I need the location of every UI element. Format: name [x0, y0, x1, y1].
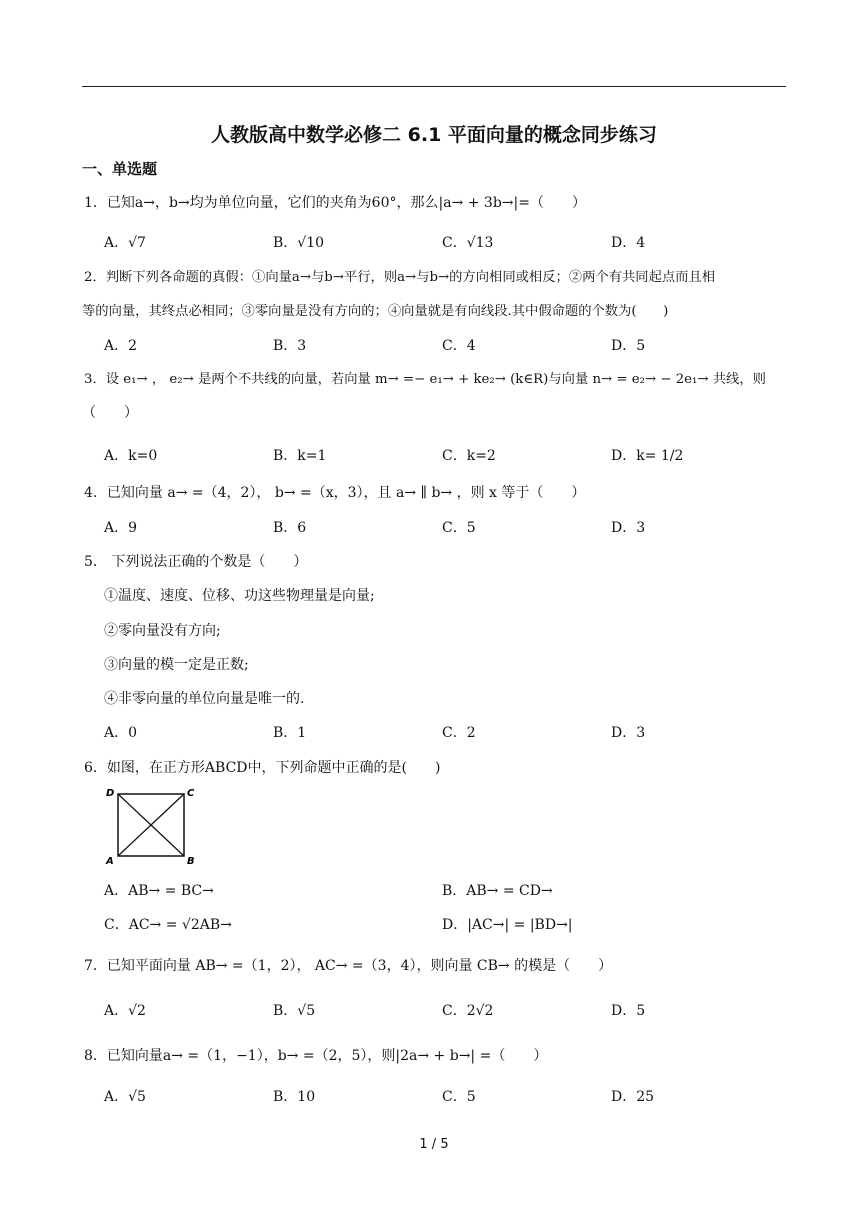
- question-3-stem-line1: 3．设 e₁→ ， e₂→ 是两个不共线的向量，若向量 m→ =− e₁→ + ke₂→ (k∈R)与向量 n→ = e₂→ − 2e₁→ 共线，则: [84, 372, 766, 387]
- page-number: 1 / 5: [419, 1137, 449, 1152]
- question-8-option-b: B．10: [273, 1089, 316, 1105]
- question-3-option-d: D．k= 1/2: [611, 448, 684, 464]
- question-8-stem: 8．已知向量a→ =（1，−1），b→ =（2，5），则|2a→ + b→| =（ ）: [84, 1048, 548, 1064]
- question-8-option-a: A．√5: [104, 1089, 146, 1105]
- square-abcd-figure: [104, 788, 200, 868]
- question-5-statement-1: ①温度、速度、位移、功这些物理量是向量;: [104, 588, 375, 604]
- question-1-option-b: B．√10: [273, 235, 325, 251]
- question-2-option-b: B．3: [273, 338, 307, 354]
- question-5-statement-2: ②零向量没有方向;: [104, 623, 221, 639]
- question-8-option-d: D．25: [611, 1089, 655, 1105]
- question-5-statement-3: ③向量的模一定是正数;: [104, 657, 249, 673]
- question-4-option-d: D．3: [611, 520, 646, 536]
- question-4-stem: 4．已知向量 a→ =（4，2）， b→ =（x，3），且 a→ ∥ b→ ，则 x 等于（ ）: [84, 485, 586, 501]
- question-1-option-c: C．√13: [442, 235, 494, 251]
- question-6-option-c: C．AC→ = √2AB→: [104, 917, 232, 933]
- question-1-stem: 1．已知a→，b→均为单位向量，它们的夹角为60°，那么|a→ + 3b→|=（ ）: [84, 195, 586, 211]
- question-5-option-d: D．3: [611, 725, 646, 741]
- question-6-option-b: B．AB→ = CD→: [442, 883, 553, 899]
- question-1-option-d: D．4: [611, 235, 646, 251]
- question-7-stem: 7．已知平面向量 AB→ =（1，2）， AC→ =（3，4），则向量 CB→ 的模是（ ）: [84, 958, 613, 974]
- question-5-option-c: C．2: [442, 725, 476, 741]
- question-5-option-a: A．0: [104, 725, 138, 741]
- question-4-option-b: B．6: [273, 520, 307, 536]
- question-7-option-c: C．2√2: [442, 1003, 494, 1019]
- question-5-option-b: B．1: [273, 725, 307, 741]
- question-8-option-c: C．5: [442, 1089, 476, 1105]
- vertex-label-a: A: [106, 856, 114, 867]
- question-7-option-d: D．5: [611, 1003, 646, 1019]
- vertex-label-c: C: [187, 788, 195, 799]
- question-2-option-c: C．4: [442, 338, 476, 354]
- question-3-option-c: C．k=2: [442, 448, 496, 464]
- question-7-option-b: B．√5: [273, 1003, 316, 1019]
- question-6-option-d: D．|AC→| = |BD→|: [442, 917, 573, 933]
- question-4-option-c: C．5: [442, 520, 476, 536]
- section-heading: 一、单选题: [82, 160, 158, 178]
- question-4-option-a: A．9: [104, 520, 138, 536]
- question-2-option-a: A．2: [104, 338, 138, 354]
- header-rule: [82, 86, 786, 87]
- vertex-label-d: D: [106, 788, 115, 799]
- question-2-stem-line1: 2．判断下列各命题的真假：①向量a→与b→平行，则a→与b→的方向相同或相反；②两个有共同起点而且相: [84, 270, 716, 285]
- question-6-option-a: A．AB→ = BC→: [104, 883, 214, 899]
- vertex-label-b: B: [187, 856, 195, 867]
- page-title: 人教版高中数学必修二 6.1 平面向量的概念同步练习: [211, 124, 657, 146]
- question-3-option-b: B．k=1: [273, 448, 327, 464]
- question-5-stem: 5． 下列说法正确的个数是（ ）: [84, 554, 308, 570]
- question-1-option-a: A．√7: [104, 235, 146, 251]
- question-2-option-d: D．5: [611, 338, 646, 354]
- question-2-stem-line2: 等的向量，其终点必相同；③零向量是没有方向的；④向量就是有向线段.其中假命题的个数为( ): [82, 304, 669, 319]
- question-3-stem-line2: （ ）: [82, 405, 138, 421]
- question-6-stem: 6．如图，在正方形ABCD中，下列命题中正确的是( ): [84, 760, 441, 776]
- question-7-option-a: A．√2: [104, 1003, 146, 1019]
- question-5-statement-4: ④非零向量的单位向量是唯一的.: [104, 691, 305, 707]
- question-3-option-a: A．k=0: [104, 448, 158, 464]
